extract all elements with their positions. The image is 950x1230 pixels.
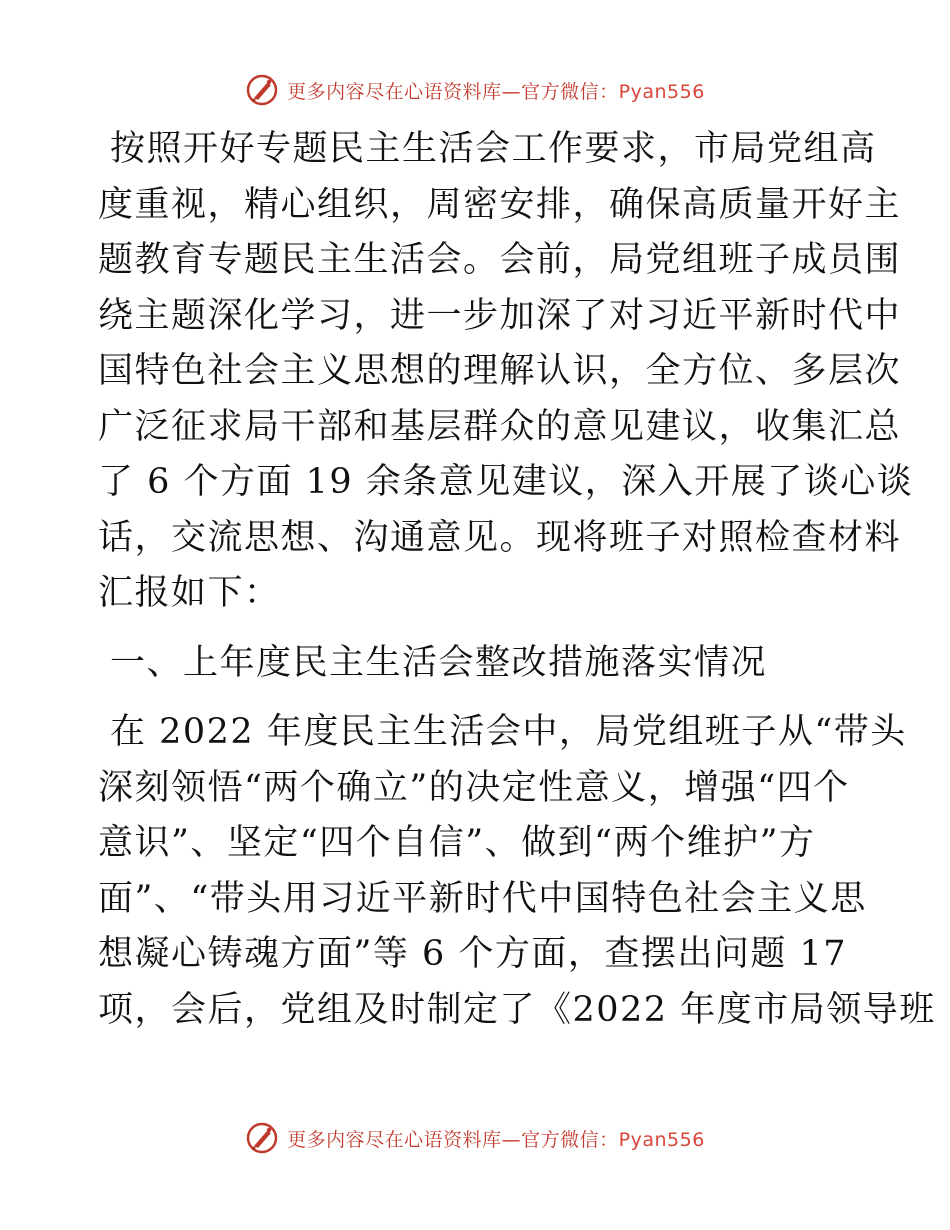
paragraph-line: 了 6 个方面 19 余条意见建议，深入开展了谈心谈 [98, 462, 914, 502]
document-body [98, 122, 936, 1038]
section-paragraph [98, 705, 936, 1038]
paragraph-line: 题教育专题民主生活会。会前，局党组班子成员围 [98, 240, 902, 280]
header-watermark [0, 70, 950, 110]
paragraph-line: 面”、“带头用习近平新时代中国特色社会主义思 [98, 878, 867, 919]
quill-pen-logo-icon [245, 73, 279, 107]
paragraph-line: 想凝心铸魂方面”等 6 个方面，查摆出问题 17 [98, 934, 848, 974]
paragraph-line: 在 2022 年度民主生活会中，局党组班子从“带头 [110, 712, 907, 752]
paragraph-line: 绕主题深化学习，进一步加深了对习近平新时代中 [98, 295, 902, 336]
paragraph-line: 意识”、坚定“四个自信”、做到“两个维护”方 [98, 823, 816, 863]
watermark-text: 更多内容尽在心语资料库—官方微信：Pyan556 [287, 1128, 705, 1151]
quill-pen-logo-icon [245, 1121, 279, 1155]
paragraph-line: 度重视，精心组织，周密安排，确保高质量开好主 [98, 184, 902, 225]
intro-paragraph [98, 122, 914, 622]
paragraph-line: 深刻领悟“两个确立”的决定性意义，增强“四个 [98, 767, 850, 808]
paragraph-line: 国特色社会主义思想的理解认识，全方位、多层次 [98, 351, 902, 391]
paragraph-line: 话，交流思想、沟通意见。现将班子对照检查材料 [98, 517, 902, 558]
footer-watermark [0, 1118, 950, 1158]
watermark-text: 更多内容尽在心语资料库—官方微信：Pyan556 [287, 80, 705, 103]
paragraph-line: 项，会后，党组及时制定了《2022 年度市局领导班 [98, 989, 936, 1030]
paragraph-line: 汇报如下： [98, 573, 281, 613]
section-heading: 一、上年度民主生活会整改措施落实情况 [110, 642, 768, 683]
paragraph-line: 按照开好专题民主生活会工作要求，市局党组高 [110, 129, 877, 169]
paragraph-line: 广泛征求局干部和基层群众的意见建议，收集汇总 [98, 406, 902, 447]
